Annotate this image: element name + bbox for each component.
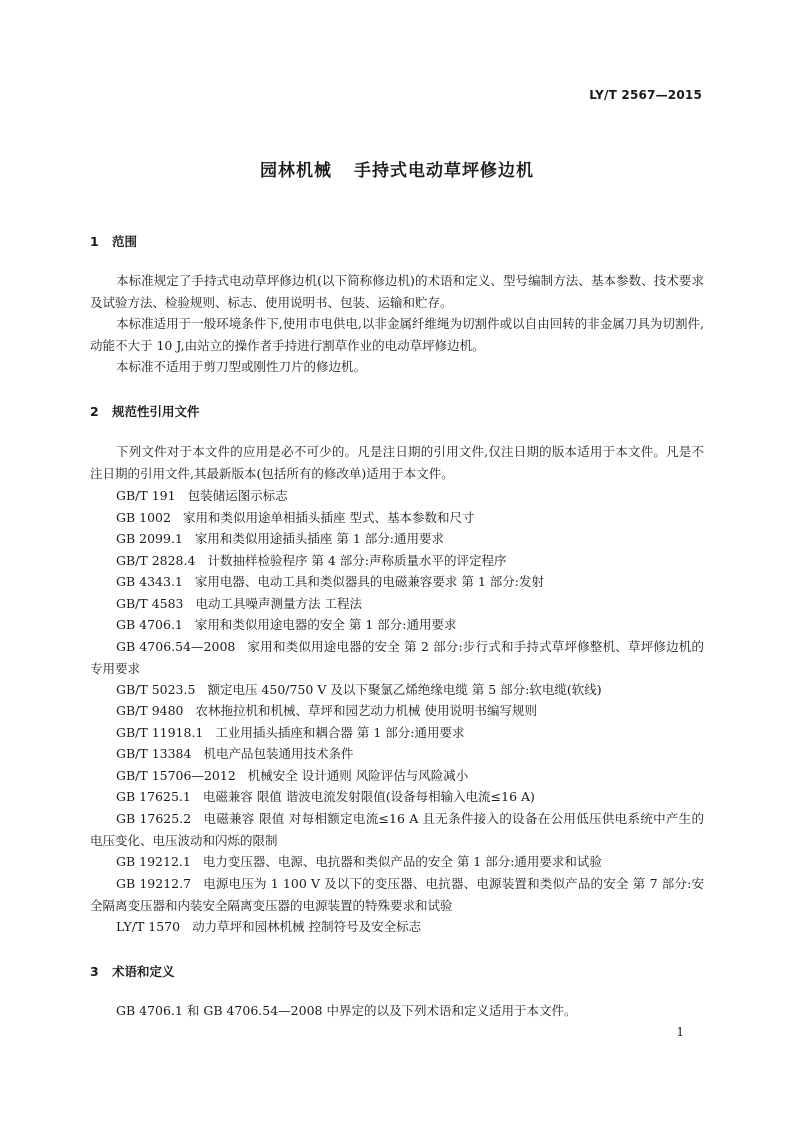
reference-title: 家用和类似用途单相插头插座 型式、基本参数和尺寸 (182, 510, 475, 525)
reference-title: 家用电器、电动工具和类似器具的电磁兼容要求 第 1 部分:发射 (194, 574, 544, 589)
reference-title: 家用和类似用途插头插座 第 1 部分:通用要求 (194, 531, 444, 546)
reference-title: 机械安全 设计通则 风险评估与风险减小 (247, 768, 469, 783)
reference-title: 电磁兼容 限值 谐波电流发射限值(设备每相输入电流≤16 A) (202, 789, 535, 804)
reference-code: GB/T 9480 (116, 703, 184, 718)
section-title: 规范性引用文件 (112, 404, 200, 419)
reference-code: GB/T 11918.1 (116, 725, 204, 740)
reference-code: GB 17625.2 (116, 811, 192, 826)
reference-item (90, 743, 704, 765)
reference-code: GB 1002 (116, 510, 171, 525)
page-title (0, 156, 794, 181)
reference-code: GB 4343.1 (116, 574, 183, 589)
reference-code: GB/T 5023.5 (116, 682, 196, 697)
reference-title: 家用和类似用途电器的安全 第 1 部分:通用要求 (194, 617, 457, 632)
reference-title: 机电产品包装通用技术条件 (203, 746, 354, 761)
reference-code: GB 4706.54—2008 (116, 639, 236, 654)
reference-code: GB 19212.1 (116, 854, 191, 869)
reference-item (90, 786, 704, 808)
reference-code: GB 4706.1 (116, 617, 183, 632)
paragraph: 下列文件对于本文件的应用是必不可少的。凡是注日期的引用文件,仅注日期的版本适用于本文件。凡是不注日期的引用文件,其最新版本(包括所有的修改单)适用于本文件。 (90, 444, 704, 481)
reference-item (90, 916, 704, 938)
paragraph: 本标准规定了手持式电动草坪修边机(以下简称修边机)的术语和定义、型号编制方法、基本参数、技术要求及试验方法、检验规则、标志、使用说明书、包装、运输和贮存。 (90, 273, 704, 310)
reference-code: GB/T 4583 (116, 596, 184, 611)
reference-item (90, 636, 704, 679)
section-title: 术语和定义 (112, 964, 175, 979)
reference-title: 电动工具噪声测量方法 工程法 (195, 596, 362, 611)
reference-item (90, 550, 704, 572)
reference-item (90, 485, 704, 507)
reference-item (90, 507, 704, 529)
section-1-heading (90, 232, 137, 250)
standard-code: LY/T 2567—2015 (589, 88, 702, 102)
section-number: 2 (90, 404, 99, 419)
reference-title: 电力变压器、电源、电抗器和类似产品的安全 第 1 部分:通用要求和试验 (202, 854, 602, 869)
section-3-heading (90, 962, 175, 980)
reference-item (90, 765, 704, 787)
title-part2: 手持式电动草坪修边机 (354, 161, 534, 181)
reference-item (90, 614, 704, 636)
title-part1: 园林机械 (260, 161, 332, 181)
reference-item (90, 873, 704, 916)
reference-title: 额定电压 450/750 V 及以下聚氯乙烯绝缘电缆 第 5 部分:软电缆(软线) (207, 682, 602, 697)
reference-item (90, 808, 704, 851)
reference-item (90, 528, 704, 550)
reference-code: LY/T 1570 (116, 919, 181, 934)
paragraph: GB 4706.1 和 GB 4706.54—2008 中界定的以及下列术语和定义适用于本文件。 (116, 1003, 577, 1018)
reference-title: 工业用插头插座和耦合器 第 1 部分:通用要求 (215, 725, 465, 740)
section-2-heading (90, 402, 200, 420)
reference-code: GB 2099.1 (116, 531, 183, 546)
reference-title: 动力草坪和园林机械 控制符号及安全标志 (192, 919, 422, 934)
reference-item (90, 571, 704, 593)
reference-code: GB 19212.7 (116, 876, 192, 891)
reference-item (90, 722, 704, 744)
paragraph: 本标准不适用于剪刀型或刚性刀片的修边机。 (116, 359, 367, 374)
section-number: 1 (90, 234, 99, 249)
reference-code: GB/T 2828.4 (116, 553, 196, 568)
reference-item (90, 851, 704, 873)
reference-title: 家用和类似用途电器的安全 第 2 部分:步行式和手持式草坪修整机、草坪修边机的专用要求 (90, 639, 704, 676)
section-number: 3 (90, 964, 99, 979)
page-number: 1 (676, 1025, 684, 1039)
reference-title: 电源电压为 1 100 V 及以下的变压器、电抗器、电源装置和类似产品的安全 第 7 部分:安全隔离变压器和内装安全隔离变压器的电源装置的特殊要求和试验 (90, 876, 704, 913)
paragraph: 本标准适用于一般环境条件下,使用市电供电,以非金属纤维绳为切割件或以自由回转的非金属刀具为切割件,动能不大于 10 J,由站立的操作者手持进行割草作业的电动草坪修边机。 (90, 316, 704, 353)
reference-title: 农林拖拉机和机械、草坪和园艺动力机械 使用说明书编写规则 (195, 703, 537, 718)
reference-code: GB/T 15706—2012 (116, 768, 236, 783)
reference-code: GB 17625.1 (116, 789, 191, 804)
reference-item (90, 700, 704, 722)
reference-code: GB/T 13384 (116, 746, 192, 761)
reference-title: 电磁兼容 限值 对每相额定电流≤16 A 且无条件接入的设备在公用低压供电系统中产生的电压变化、电压波动和闪烁的限制 (90, 811, 704, 848)
section-title: 范围 (112, 234, 138, 249)
reference-title: 包装储运图示标志 (187, 488, 288, 503)
reference-item (90, 593, 704, 615)
reference-code: GB/T 191 (116, 488, 176, 503)
reference-item (90, 679, 704, 701)
reference-title: 计数抽样检验程序 第 4 部分:声称质量水平的评定程序 (207, 553, 507, 568)
